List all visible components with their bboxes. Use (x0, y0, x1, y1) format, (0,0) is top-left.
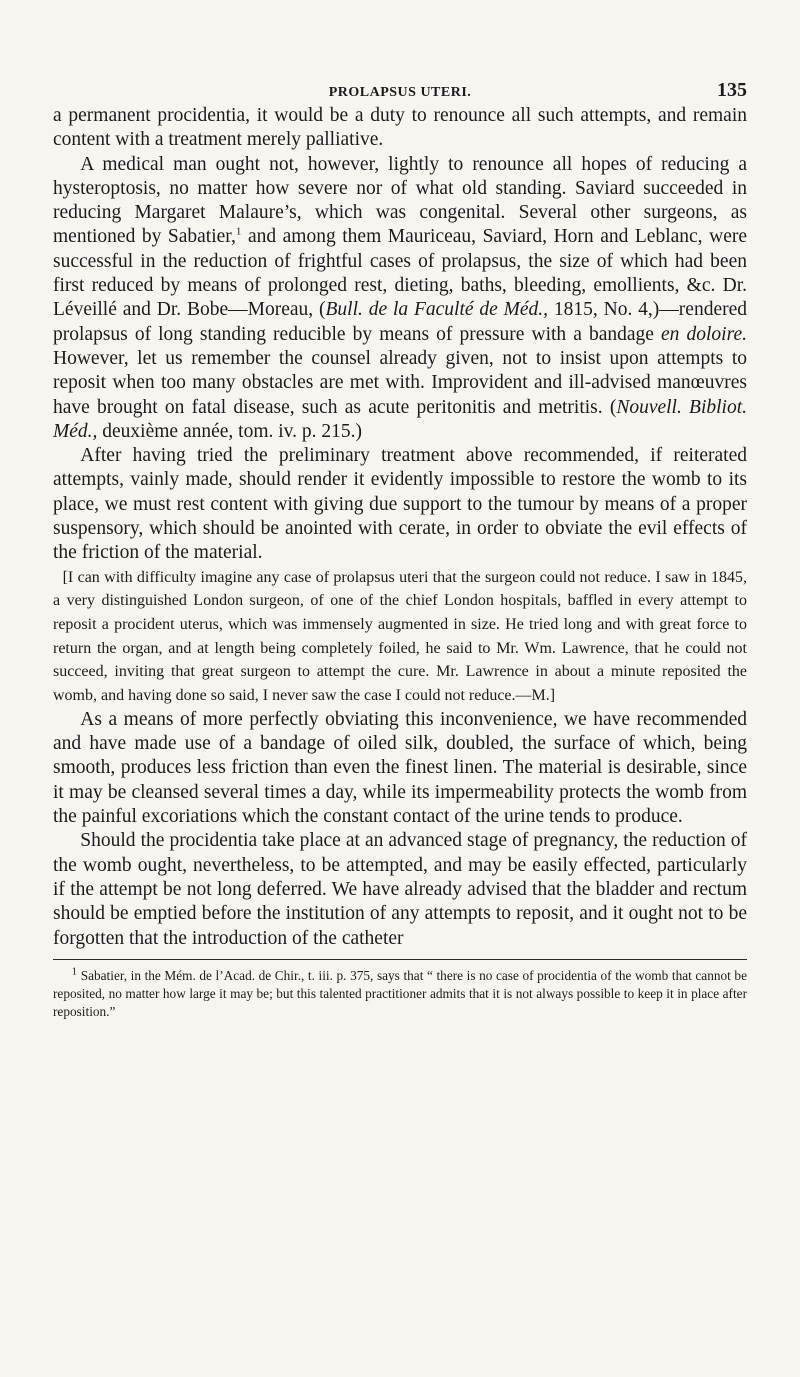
term-en-doloire: en doloire. (661, 323, 747, 345)
paragraph-5: Should the procidentia take place at an advanced stage of pregnancy, the reduction of the womb ought, nevertheless, to be attempted, and may be easily effected, particularly if the attempt be not long deferred. We have already advised that the bladder and rectum should be emptied before the institution of any attempts to reposit, and it ought not to be forgotten that the introduction of the catheter (53, 830, 747, 949)
page-number: 135 (717, 79, 747, 101)
paragraph-3: After having tried the preliminary treatment above recommended, if reiterated attempts, vainly made, should render it evidently impossible to restore the womb to its place, we must rest content with giving due support to the tumour by means of a proper suspensory, which should be anointed with cerate, in order to obviate the evil effects of the friction of the material. (53, 445, 747, 564)
citation-nouvell-bibliot: Nouvell. Bibliot. Méd., (53, 396, 747, 442)
paragraph-2-text-e: deuxième année, tom. iv. p. 215.) (97, 420, 363, 442)
page-header (53, 79, 747, 105)
paragraph-2-text-c: 1815, No. 4,)—rendered prolapsus of long standing reducible by means of pressure with a bandage (53, 299, 747, 345)
paragraph-2-text-b: and among them Mauriceau, Saviard, Horn and Leblanc, were successful in the reduction of frightful cases of prolapsus, the size of which had been first reduced by means of prolonged rest, dieting, baths, bleeding, emollients, &c. Dr. Léveillé and Dr. Bobe—Moreau, ( (53, 226, 747, 321)
paragraph-4: As a means of more perfectly obviating this inconvenience, we have recommended and have made use of a bandage of oiled silk, doubled, the surface of which, being smooth, produces less friction than even the finest linen. The material is desirable, since it may be cleansed several times a day, while its impermeability protects the womb from the painful excoriations which the constant contact of the urine tends to produce. (53, 708, 747, 828)
footnote-mark: 1 (71, 965, 78, 978)
footnote-text: Sabatier, in the Mém. de l’Acad. de Chir., t. iii. p. 375, says that “ there is no case of procidentia of the womb that cannot be reposited, no matter how large it may be; but this talented practitioner admits that it is not always possible to keep it in place after reposition.” (53, 967, 747, 1019)
running-head: PROLAPSUS UTERI. (328, 85, 472, 100)
footnote-rule (53, 959, 747, 960)
paragraph-2 (53, 153, 747, 445)
citation-bull-faculte: Bull. de la Faculté de Méd., (325, 299, 549, 321)
paragraph-1: a permanent procidentia, it would be a duty to renounce all such attempts, and remain content with a treatment merely palliative. (53, 105, 747, 151)
body-text (53, 104, 747, 1021)
paragraph-2-text-a: A medical man ought not, however, lightly to renounce all hopes of reducing a hysteroptosis, no matter how severe nor of what old standing. Saviard succeeded in reducing Margaret Malaure’s, which was congenital. Several other surgeons, as mentioned by Sabatier, (53, 153, 747, 248)
editor-note: [I can with difficulty imagine any case of prolapsus uteri that the surgeon could not reduce. I saw in 1845, a very distinguished London surgeon, of one of the chief London hospitals, baffled in every attempt to reposit a procident uterus, which was immensely augmented in size. He tried long and with great force to return the organ, and at length being completely foiled, he said to Mr. Wm. Lawrence, that he could not succeed, inviting that great surgeon to attempt the cure. Mr. Lawrence in about a minute reposited the womb, and having done so said, I never saw the case I could not reduce.—M.] (53, 568, 747, 705)
footnote (53, 967, 747, 1021)
paragraph-2-text-d: However, let us remember the counsel already given, not to insist upon attempts to reposit when too many obstacles are met with. Improvident and ill-advised manœuvres have brought on fatal disease, such as acute peritonitis and metritis. ( (53, 347, 747, 418)
footnote-reference: 1 (235, 225, 242, 238)
